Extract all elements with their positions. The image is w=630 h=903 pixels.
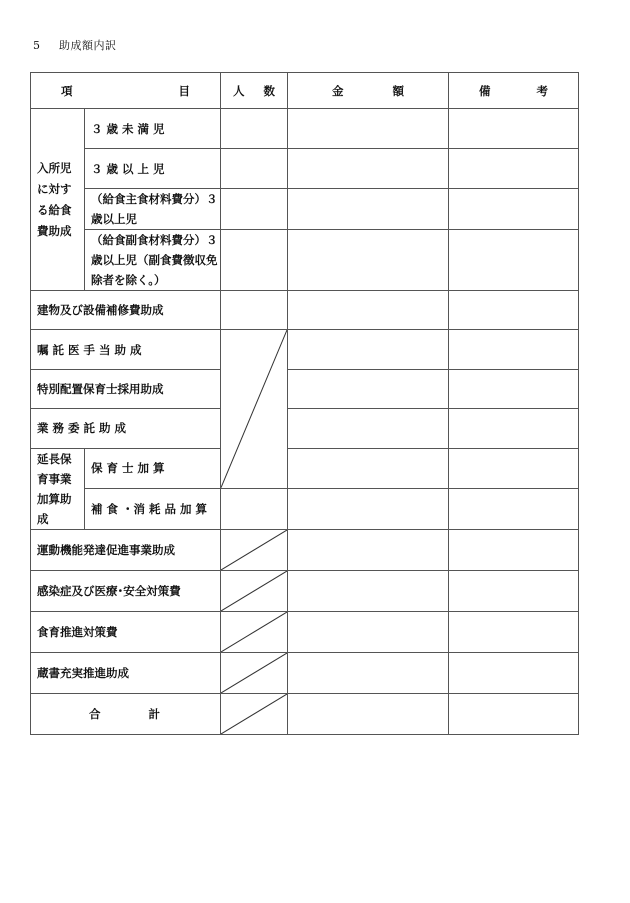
people-cell-crossed <box>221 693 288 734</box>
diagonal-slash <box>221 330 287 488</box>
header-remarks: 備 考 <box>449 73 579 109</box>
row-label: 特別配置保育士採用助成 <box>31 369 221 408</box>
amount-cell[interactable] <box>288 570 449 611</box>
amount-cell[interactable] <box>288 652 449 693</box>
amount-cell[interactable] <box>288 330 449 369</box>
remarks-cell[interactable] <box>449 652 579 693</box>
remarks-cell[interactable] <box>449 570 579 611</box>
people-cell-crossed <box>221 652 288 693</box>
diagonal-slash <box>221 571 287 611</box>
amount-cell[interactable] <box>288 149 449 189</box>
diagonal-slash <box>221 612 287 652</box>
total-row <box>31 693 579 734</box>
amount-cell[interactable] <box>288 109 449 149</box>
row-label: ３ 歳 未 満 児 <box>85 109 221 149</box>
table-row <box>31 652 579 693</box>
remarks-cell[interactable] <box>449 529 579 570</box>
remarks-cell[interactable] <box>449 149 579 189</box>
amount-cell[interactable] <box>288 448 449 489</box>
amount-cell[interactable] <box>288 230 449 291</box>
table-row <box>31 448 579 489</box>
subsidy-breakdown-table <box>30 72 579 735</box>
table-row <box>31 369 579 408</box>
total-label: 合 計 <box>31 693 221 734</box>
people-cell[interactable] <box>221 109 288 149</box>
amount-cell[interactable] <box>288 189 449 230</box>
row-label: 建物及び設備補修費助成 <box>31 291 221 330</box>
table-row <box>31 570 579 611</box>
table-row <box>31 149 579 189</box>
people-cell-crossed <box>221 611 288 652</box>
remarks-cell[interactable] <box>449 330 579 369</box>
table-row <box>31 409 579 448</box>
row-label: 嘱 託 医 手 当 助 成 <box>31 330 221 369</box>
remarks-cell[interactable] <box>449 291 579 330</box>
remarks-cell[interactable] <box>449 369 579 408</box>
table-row <box>31 109 579 149</box>
header-people: 人 数 <box>221 73 288 109</box>
people-cell[interactable] <box>221 489 288 530</box>
remarks-cell[interactable] <box>449 489 579 530</box>
diagonal-slash <box>221 653 287 693</box>
remarks-cell[interactable] <box>449 409 579 448</box>
remarks-cell[interactable] <box>449 189 579 230</box>
amount-cell[interactable] <box>288 369 449 408</box>
row-label: （給食副食材料費分）３歳以上児（副食費徴収免除者を除く。） <box>85 230 221 291</box>
amount-cell[interactable] <box>288 611 449 652</box>
section-title: 助成額内訳 <box>59 39 117 52</box>
amount-cell[interactable] <box>288 529 449 570</box>
extension-group-label: 延長保 育事業 加算助 成 <box>31 448 85 529</box>
diagonal-slash <box>221 530 287 570</box>
food-group-label: 入所児 に対す る給食 費助成 <box>31 109 85 291</box>
table-row <box>31 611 579 652</box>
table-row <box>31 529 579 570</box>
total-amount-cell[interactable] <box>288 693 449 734</box>
people-cell[interactable] <box>221 189 288 230</box>
amount-cell[interactable] <box>288 489 449 530</box>
people-cell[interactable] <box>221 291 288 330</box>
row-label: 保 育 士 加 算 <box>85 448 221 489</box>
table-row <box>31 330 579 369</box>
amount-cell[interactable] <box>288 409 449 448</box>
row-label: 感染症及び医療･安全対策費 <box>31 570 221 611</box>
amount-cell[interactable] <box>288 291 449 330</box>
header-amount: 金 額 <box>288 73 449 109</box>
section-number: 5 <box>33 39 41 52</box>
header-row <box>31 73 579 109</box>
people-cell[interactable] <box>221 149 288 189</box>
total-remarks-cell[interactable] <box>449 693 579 734</box>
people-cell[interactable] <box>221 230 288 291</box>
table-row <box>31 291 579 330</box>
header-item: 項 目 <box>31 73 221 109</box>
people-cell-crossed <box>221 330 288 489</box>
row-label: 補 食 ・消 耗 品 加 算 <box>85 489 221 530</box>
row-label: 業 務 委 託 助 成 <box>31 409 221 448</box>
remarks-cell[interactable] <box>449 611 579 652</box>
remarks-cell[interactable] <box>449 448 579 489</box>
table-row <box>31 230 579 291</box>
table-row <box>31 189 579 230</box>
row-label: （給食主食材料費分）３歳以上児 <box>85 189 221 230</box>
row-label: 食育推進対策費 <box>31 611 221 652</box>
row-label: 蔵書充実推進助成 <box>31 652 221 693</box>
section-heading <box>33 37 117 53</box>
diagonal-slash <box>221 694 287 734</box>
remarks-cell[interactable] <box>449 230 579 291</box>
table-row <box>31 489 579 530</box>
people-cell-crossed <box>221 570 288 611</box>
people-cell-crossed <box>221 529 288 570</box>
remarks-cell[interactable] <box>449 109 579 149</box>
row-label: 運動機能発達促進事業助成 <box>31 529 221 570</box>
row-label: ３ 歳 以 上 児 <box>85 149 221 189</box>
